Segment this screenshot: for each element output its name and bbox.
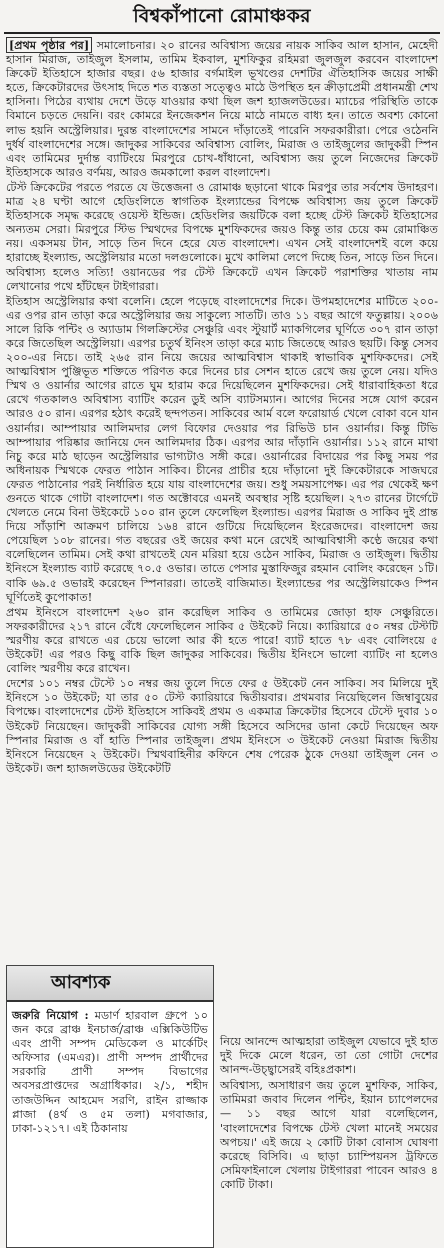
headline: বিশ্বকাঁপানো রোমাঞ্চকর bbox=[133, 5, 311, 27]
newspaper-page bbox=[4, 4, 440, 1191]
article-body bbox=[4, 34, 440, 776]
right-paragraph: নিয়ে আনন্দে আত্মহারা তাইজুল যেভাবে দুই হাত দুই দিকে মেলে ধরেন, তা তো গোটা দেশের আনন্দ-উচ্ছ্বাসেরই বহিঃপ্রকাশ। bbox=[220, 1035, 438, 1077]
paragraph-text: সমালোচনার। ২০ রানের অবিশ্বাস্য জয়ের নায়ক সাকিব আল হাসান, মেহেদী হাসান মিরাজ, তাইজুল ইসলাম, তামিম ইকবাল, মুশফিকুর রহিমরা জুলজুল করবেন বাংলাদেশ ক্রিকেট ইতিহাসে হাজার বছর। ৫৬ হাজার বর্গমাইল ভূখণ্ডের দেশটির ঐতিহাসিক জয়ের সাক্ষী হতে, ক্রিকেটারদের উৎসাহ দিতে শত ব্যস্ততা সত্ত্বেও মাঠে উপস্থিত হন ক্রীড়াপ্রেমী প্রধানমন্ত্রী শেখ হাসিনা। পিঠের ব্যথায় দেশে উড়ে যাওয়ার কথা ছিল জশ হ্যাজলউডের। ম্যাচের পরিস্থিতি তাকে বিমানে চড়তে দেয়নি। বরং কোমরে ইনজেকশন নিয়ে মাঠে নামতে বাধ্য হন। তাতে অবশ্য কোনো লাভ হয়নি অস্ট্রেলিয়ার। দুরন্ত বাংলাদেশের সামনে দাঁড়াতেই পারেনি সফরকারীরা। পেরে ওঠেননি দুর্ধর্ষ বাংলাদেশের সঙ্গে। জাদুকর সাকিবের অবিশ্বাস্য বোলিং, মিরাজ ও তাইজুলের জাদুকরী স্পিন এবং তামিমের দুর্দান্ত ব্যাটিংয়ে মিরপুরে চোখ-ধাঁধানো, অবিশ্বাস্য জয় তুলে নিজেদের ক্রিকেট ইতিহাসকে আরও বর্ণময়, আরও জমকালো করল বাংলাদেশ। bbox=[6, 39, 438, 179]
right-column bbox=[220, 1035, 438, 1192]
ad-body bbox=[7, 1002, 213, 1142]
ad-lead: জরুরি নিয়োগ : bbox=[12, 1008, 89, 1022]
classified-ad bbox=[6, 965, 214, 1248]
continuation-tag: [প্রথম পৃষ্ঠার পর] bbox=[6, 37, 92, 53]
ad-text: মডার্ণ হারবাল গ্রুপে ১০ জন করে ব্রাঞ্চ ইনচার্জ/ব্রাঞ্চ এক্সিকিউটিভ এবং প্রাণী সম্পদ মেডিকেল ও মার্কেটিং অফিসার (এমএর)। প্রাণী সম্পদ প্রার্থীদের সরকারি প্রাণী সম্পদ বিভাগের অবসরপ্রাপ্তদের অগ্রাধিকার। ২/১, শহীদ তাজউদ্দিন আহমেদ সরণি, রাইন রাজ্জাক প্লাজা (৪র্থ ও ৫ম তলা) মগবাজার, ঢাকা-১২১৭। এই ঠিকানায় bbox=[12, 1009, 208, 1135]
right-paragraph: অবিশ্বাস্য, অসাধারণ জয় তুলে মুশফিক, সাকিব, তামিমরা জবাব দিলেন পন্টিং, ইয়ান চ্যাপেলদের— ১১ বছর আগে যারা বলেছিলেন, 'বাংলাদেশের বিপক্ষে টেস্ট খেলা মানেই সময়ের অপচয়।' এই জয়ে ২ কোটি টাকা বোনাস ঘোষণা করেছে বিসিবি। এ ছাড়া চ্যাম্পিয়নস ট্রফিতে সেমিফাইনালে খেলায় টাইগাররা পাবেন আরও ৪ কোটি টাকা। bbox=[220, 1079, 438, 1191]
article-paragraph: প্রথম ইনিংসে বাংলাদেশ ২৬০ রান করেছিল সাকিব ও তামিমের জোড়া হাফ সেঞ্চুরিতে। সফরকারীদের ২১৭ রানে বেঁধে ফেলেছিলেন সাকিব ৫ উইকেট নিয়ে। ক্যারিয়ারে ৫০ নম্বর টেস্টটি স্মরণীয় করে রাখতে এর চেয়ে ভালো আর কী হতে পারে! ব্যাট হাতে ৭৮ এবং বোলিংয়ে ৫ উইকেট! এর পরও কিছু বাকি ছিল জাদুকর সাকিবের। দ্বিতীয় ইনিংসে ভালো ব্যাটিং না হলেও বোলিং স্মরণীয় করে রাখেন। bbox=[6, 605, 438, 676]
article-paragraph: ইতিহাস অস্ট্রেলিয়ার কথা বলেনি। হেলে পড়েছে বাংলাদেশের দিকে। উপমহাদেশের মাটিতে ২০০-এর ওপর রান তাড়া করে অস্ট্রেলিয়ার জয় সাকুল্যে সাতটি। তাও ১১ বছর আগে ফতুল্লায়। ২০০৬ সালে রিকি পন্টিং ও অ্যাডাম গিলক্রিস্টের সেঞ্চুরি এবং স্টুয়ার্ট ম্যাকগিলের ঘূর্ণিতে ৩০৭ রান তাড়া করে জিতেছিল অস্ট্রেলিয়া। এরপর চতুর্থ ইনিংস তাড়া করে ম্যাচ জিতেছে আরও ছয়টি। কিন্তু সেসব ২০০-এর নিচে। তাই ২৬৫ রান নিয়ে জয়ের আত্মবিশ্বাস থাকাই স্বাভাবিক মুশফিকদের। সেই আত্মবিশ্বাস পুঞ্জিভূত শক্তিতে পরিণত করে দিনের চার সেশন হাতে রেখে জয় তুলে নেয়। যদিও স্মিথ ও ওয়ার্নার আগের রাতে ঘুম হারাম করে দিয়েছিলেন মুশফিকদের। সেই ধারাবাহিকতা ধরে রেখে গতকালও অবিশ্বাস্য ব্যাটিং করেন ডুই অসি ব্যাটসম্যান। আগের দিনের সঙ্গে যোগ করেন আরও ৫০ রান। এরপর হঠাৎ করেই ছন্দপতন। সাকিবের আর্ম বলে ফরোয়ার্ড খেলে বোকা বনে যান ওয়ার্নার। আম্পায়ার আলিমদার লেগ বিফোর দেওয়ার পর রিভিউ চান ওয়ার্নার। কিন্তু টিভি আম্পায়ার পরিষ্কার জানিয়ে দেন আলিমদার ঠিক। এরপর আর দাঁড়ানি ওয়ার্নার। ১১২ রানে মাথা নিচু করে মাঠ ছাড়েন অস্ট্রেলিয়ার ভাগ্যটাও সঙ্গী করে। ওয়ার্নারের বিদায়ের পর কিছু সময় পর অধিনায়ক স্মিথকে ফেরত পাঠান সাকিব। চীনের প্রাচীর হয়ে দাঁড়ানো দুই ক্রিকেটারকে সাজঘরে ফেরত পাঠানোর পরই নির্ধারিত হয়ে যায় বাংলাদেশের জয়। শুধু সময়সাপেক্ষ। এর পর থেকেই ক্ষণ গুনতে থাকে গোটা বাংলাদেশ। গত অক্টোবরে এমনই অবস্থার সৃষ্টি হয়েছিল। ২৭৩ রানের টার্গেটে খেলতে নেমে বিনা উইকেটে ১০০ রান তুলে ফেলেছিল ইংল্যান্ড। এরপর মিরাজ ও সাকিব দুই প্রান্ত দিয়ে সাঁড়াশি আক্রমণ চালিয়ে ১৬৪ রানে গুটিয়ে দিয়েছিলেন ইংরেজদের। বাংলাদেশ জয় পেয়েছিল ১০৮ রানের। গত বছরের ওই জয়ের কথা মনে রেখেই আত্মবিশ্বাসী কণ্ঠে জয়ের কথা বলেছিলেন তামিম। সেই কথা রাখতেই যেন মরিয়া হয়ে ওঠেন সাকিব, মিরাজ ও তাইজুল। দ্বিতীয় ইনিংসে ইংল্যান্ড ব্যাট করেছে ৭০.৫ ওভার। তাতে পেসার মুস্তাফিজুর রহমান বোলিং করেছেন ১টি। বাকি ৬৯.৫ ওভারই করেছেন স্পিনাররা। তাতেই বাজিমাত। ইংল্যান্ডের পর অস্ট্রেলিয়াকেও স্পিন ঘূর্ণিতেই কুপোকাত! bbox=[6, 294, 438, 604]
article-paragraph: টেস্ট ক্রিকেটের পরতে পরতে যে উত্তেজনা ও রোমাঞ্চ ছড়ানো থাকে মিরপুর তার সর্বশেষ উদাহরণ। মাত্র ২৪ ঘণ্টা আগে হেডিংলিতে স্বাগতিক ইংল্যান্ডের বিপক্ষে অবিশ্বাস্য জয় তুলে ক্রিকেট ইতিহাসকে সমৃদ্ধ করেছে ওয়েস্ট ইন্ডিজ। হেডিংলির জয়টিকে বলা হচ্ছে টেস্ট ক্রিকেট ইতিহাসের অন্যতম সেরা। মিরপুরে স্টিভ স্মিথদের বিপক্ষে মুশফিকদের জয়ও কিন্তু তার চেয়ে কম রোমাঞ্চিত নয়। একসময় টান, সাড়ে তিন দিনে হেরে যেত বাংলাদেশ। এখন সেই বাংলাদেশই বলে কয়ে হারাচ্ছে ইংল্যান্ড, অস্ট্রেলিয়ার মতো দলগুলোকে। মুখে কালিমা লেপে দিচ্ছে তিন, সাড়ে তিন দিনে। অবিশ্বাস্য হলেও সত্যি! ওয়ানডের পর টেস্ট ক্রিকেটে এখন ক্রিকেট পরাশক্তির খাতায় নাম লেখানোর পথে হাঁটছেন টাইগাররা। bbox=[6, 180, 438, 293]
ad-header bbox=[7, 966, 213, 1002]
article-paragraph: দেশের ১০১ নম্বর টেস্টে ১০ নম্বর জয় তুলে দিতে ফের ৫ উইকেট নেন সাকিব। সব মিলিয়ে দুই ইনিংসে ১০ উইকেট; যা তার ৫০ টেস্ট ক্যারিয়ারে দ্বিতীয়বার। প্রথমবার নিয়েছিলেন জিম্বাবুয়ের বিপক্ষে। বাংলাদেশের টেস্ট ইতিহাসে সাকিবই প্রথম ও একমাত্র ক্রিকেটার হিসেবে টেস্টে দুবার ১০ উইকেট নিয়েছেন। জাদুকরী সাকিবের যোগ্য সঙ্গী হিসেবে অসিদের ডানা কেটে দিয়েছেন অফ স্পিনার মিরাজ ও বাঁ হাতি স্পিনার তাইজুল। প্রথম ইনিংসে ৩ উইকেট নেওয়া মিরাজ দ্বিতীয় ইনিংসে নিয়েছেন ২ উইকেট। স্মিথবাহিনীর কফিনে শেষ পেরেক ঠুকে দেওয়া তাইজুল নেন ৩ উইকেট। জশ হ্যাজলউডের উইকেটটি bbox=[6, 677, 438, 775]
ad-title: আবশ্যক bbox=[51, 971, 111, 993]
headline-box bbox=[4, 4, 440, 34]
article-paragraph bbox=[6, 38, 438, 180]
